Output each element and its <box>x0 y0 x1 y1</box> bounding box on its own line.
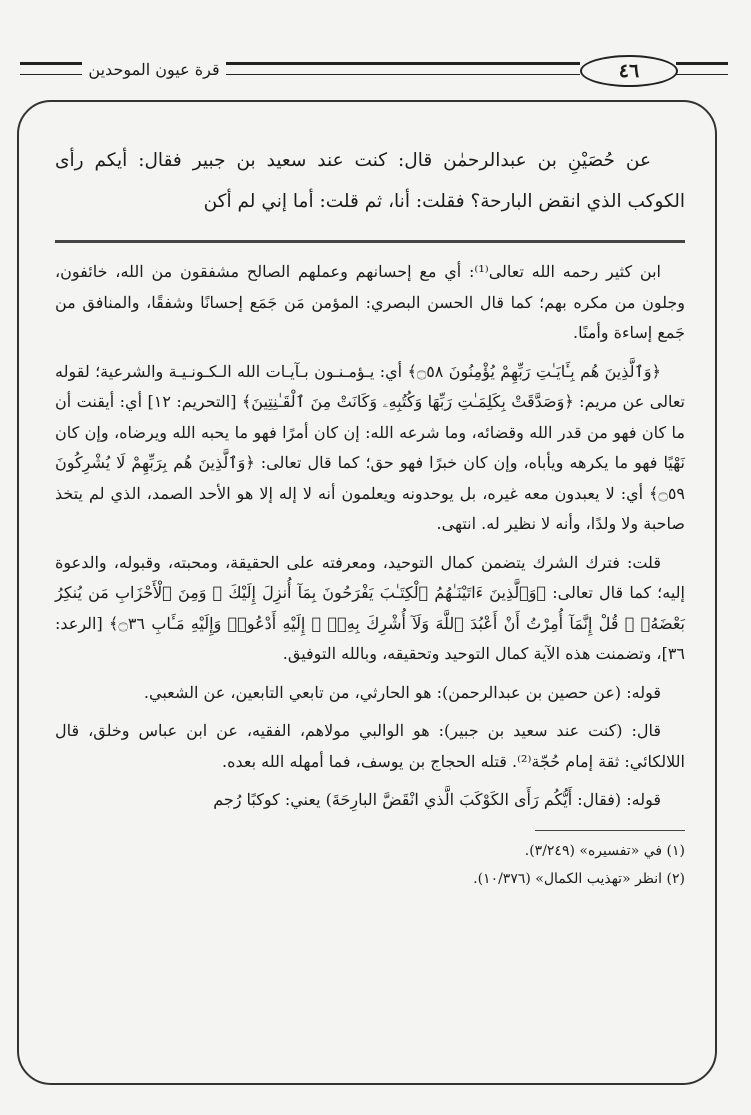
header-rule-middle <box>226 62 580 75</box>
commentary-paragraph: ﴿وَٱلَّذِينَ هُم بِـَٔايَـٰتِ رَبِّهِمْ يُؤْمِنُونَ ۝٥٨﴾ أي: يـؤمـنـون بـآيـات الله الـكـونـيـة والشرعية؛ لقوله تعالى عن مريم: ﴿وَصَدَّقَتْ بِكَلِمَـٰتِ رَبِّهَا وَكُتُبِهِۦ وَكَانَتْ مِنَ ٱلْقَـٰنِتِينَ﴾ [التحريم: ١٢] أي: أيقنت أن ما كان فهو من قدر الله وقضائه، وما شرعه الله: إن كان أمرًا فهو ما يحبه الله ويرضاه، وإن كان نَهْيًا فهو ما يكرهه ويأباه، وإن كان خبرًا فهو حق؛ كما قال تعالى: ﴿وَٱلَّذِينَ هُم بِرَبِّهِمْ لَا يُشْرِكُونَ ۝٥٩﴾ أي: لا يعبدون معه غيره، بل يوحدونه ويعلمون أنه لا إله إلا هو الأحد الصمد، الذي لم يتخذ صاحبة ولا ولدًا، وأنه لا نظير له. انتهى. <box>55 361 685 533</box>
footnotes <box>55 837 685 893</box>
commentary-paragraph: قوله: (فقال: أَيُّكُم رَأَى الكَوْكَبَ الَّذي انْقَضَّ البارِحَةَ) يعني: كوكبًا رُجم <box>213 790 661 809</box>
footnote: (١) في «تفسيره» (٣/٢٤٩). <box>524 842 685 859</box>
text-divider <box>55 240 685 243</box>
commentary-paragraph: قال: (كنت عند سعيد بن جبير): هو الوالبي مولاهم، الفقيه، عن ابن عباس وخلق، قال اللالكائي: ثقة إمام حُجّة⁽²⁾. قتله الحجاج بن يوسف، فما أمهله الله بعده. <box>55 721 685 771</box>
page-header <box>0 0 751 110</box>
main-paragraph: عن حُصَيْنِ بن عبدالرحمٰن قال: كنت عند سعيد بن جبير فقال: أيكم رأى الكوكب الذي انقض البارحة؟ فقلت: أنا، ثم قلت: أما إني لم أكن <box>55 150 685 212</box>
footnote-rule <box>535 830 685 831</box>
commentary-paragraph: قلت: فترك الشرك يتضمن كمال التوحيد، ومعرفته على الحقيقة، ومحبته، وقبوله، والدعوة إليه؛ كما قال تعالى: ﴿وَٱلَّذِينَ ءَاتَيْنَـٰهُمُ ٱلْكِتَـٰبَ يَفْرَحُونَ بِمَآ أُنزِلَ إِلَيْكَ ۖ وَمِنَ ٱلْأَحْزَابِ مَن يُنكِرُ بَعْضَهُۥ ۚ قُلْ إِنَّمَآ أُمِرْتُ أَنْ أَعْبُدَ ٱللَّهَ وَلَآ أُشْرِكَ بِهِۦٓ ۚ إِلَيْهِ أَدْعُوا۟ وَإِلَيْهِ مَـَٔابِ ۝٣٦﴾ [الرعد: ٣٦]، وتضمنت هذه الآية كمال التوحيد وتحقيقه، وبالله التوفيق. <box>55 552 686 663</box>
footnote: (٢) انظر «تهذيب الكمال» (١٠/٣٧٦). <box>473 870 685 887</box>
running-title: قرة عيون الموحدين <box>88 60 220 79</box>
commentary-paragraph: ابن كثير رحمه الله تعالى⁽¹⁾: أي مع إحسانهم وعملهم الصالح مشفقون من الله، خائفون، وجلون من مكره بهم؛ كما قال الحسن البصري: المؤمن مَن جَمَع إحسانًا وشفقًا، والمنافق من جَمع إساءة وأمنًا. <box>55 262 685 342</box>
page-number: ٤٦ <box>580 55 678 87</box>
main-text <box>55 140 685 222</box>
header-rule-right <box>676 62 728 75</box>
header-rule-left <box>20 62 82 75</box>
page-content <box>55 140 685 893</box>
commentary <box>55 257 685 816</box>
commentary-paragraph: قوله: (عن حصين بن عبدالرحمن): هو الحارثي، من تابعي التابعين، عن الشعبي. <box>143 682 661 702</box>
